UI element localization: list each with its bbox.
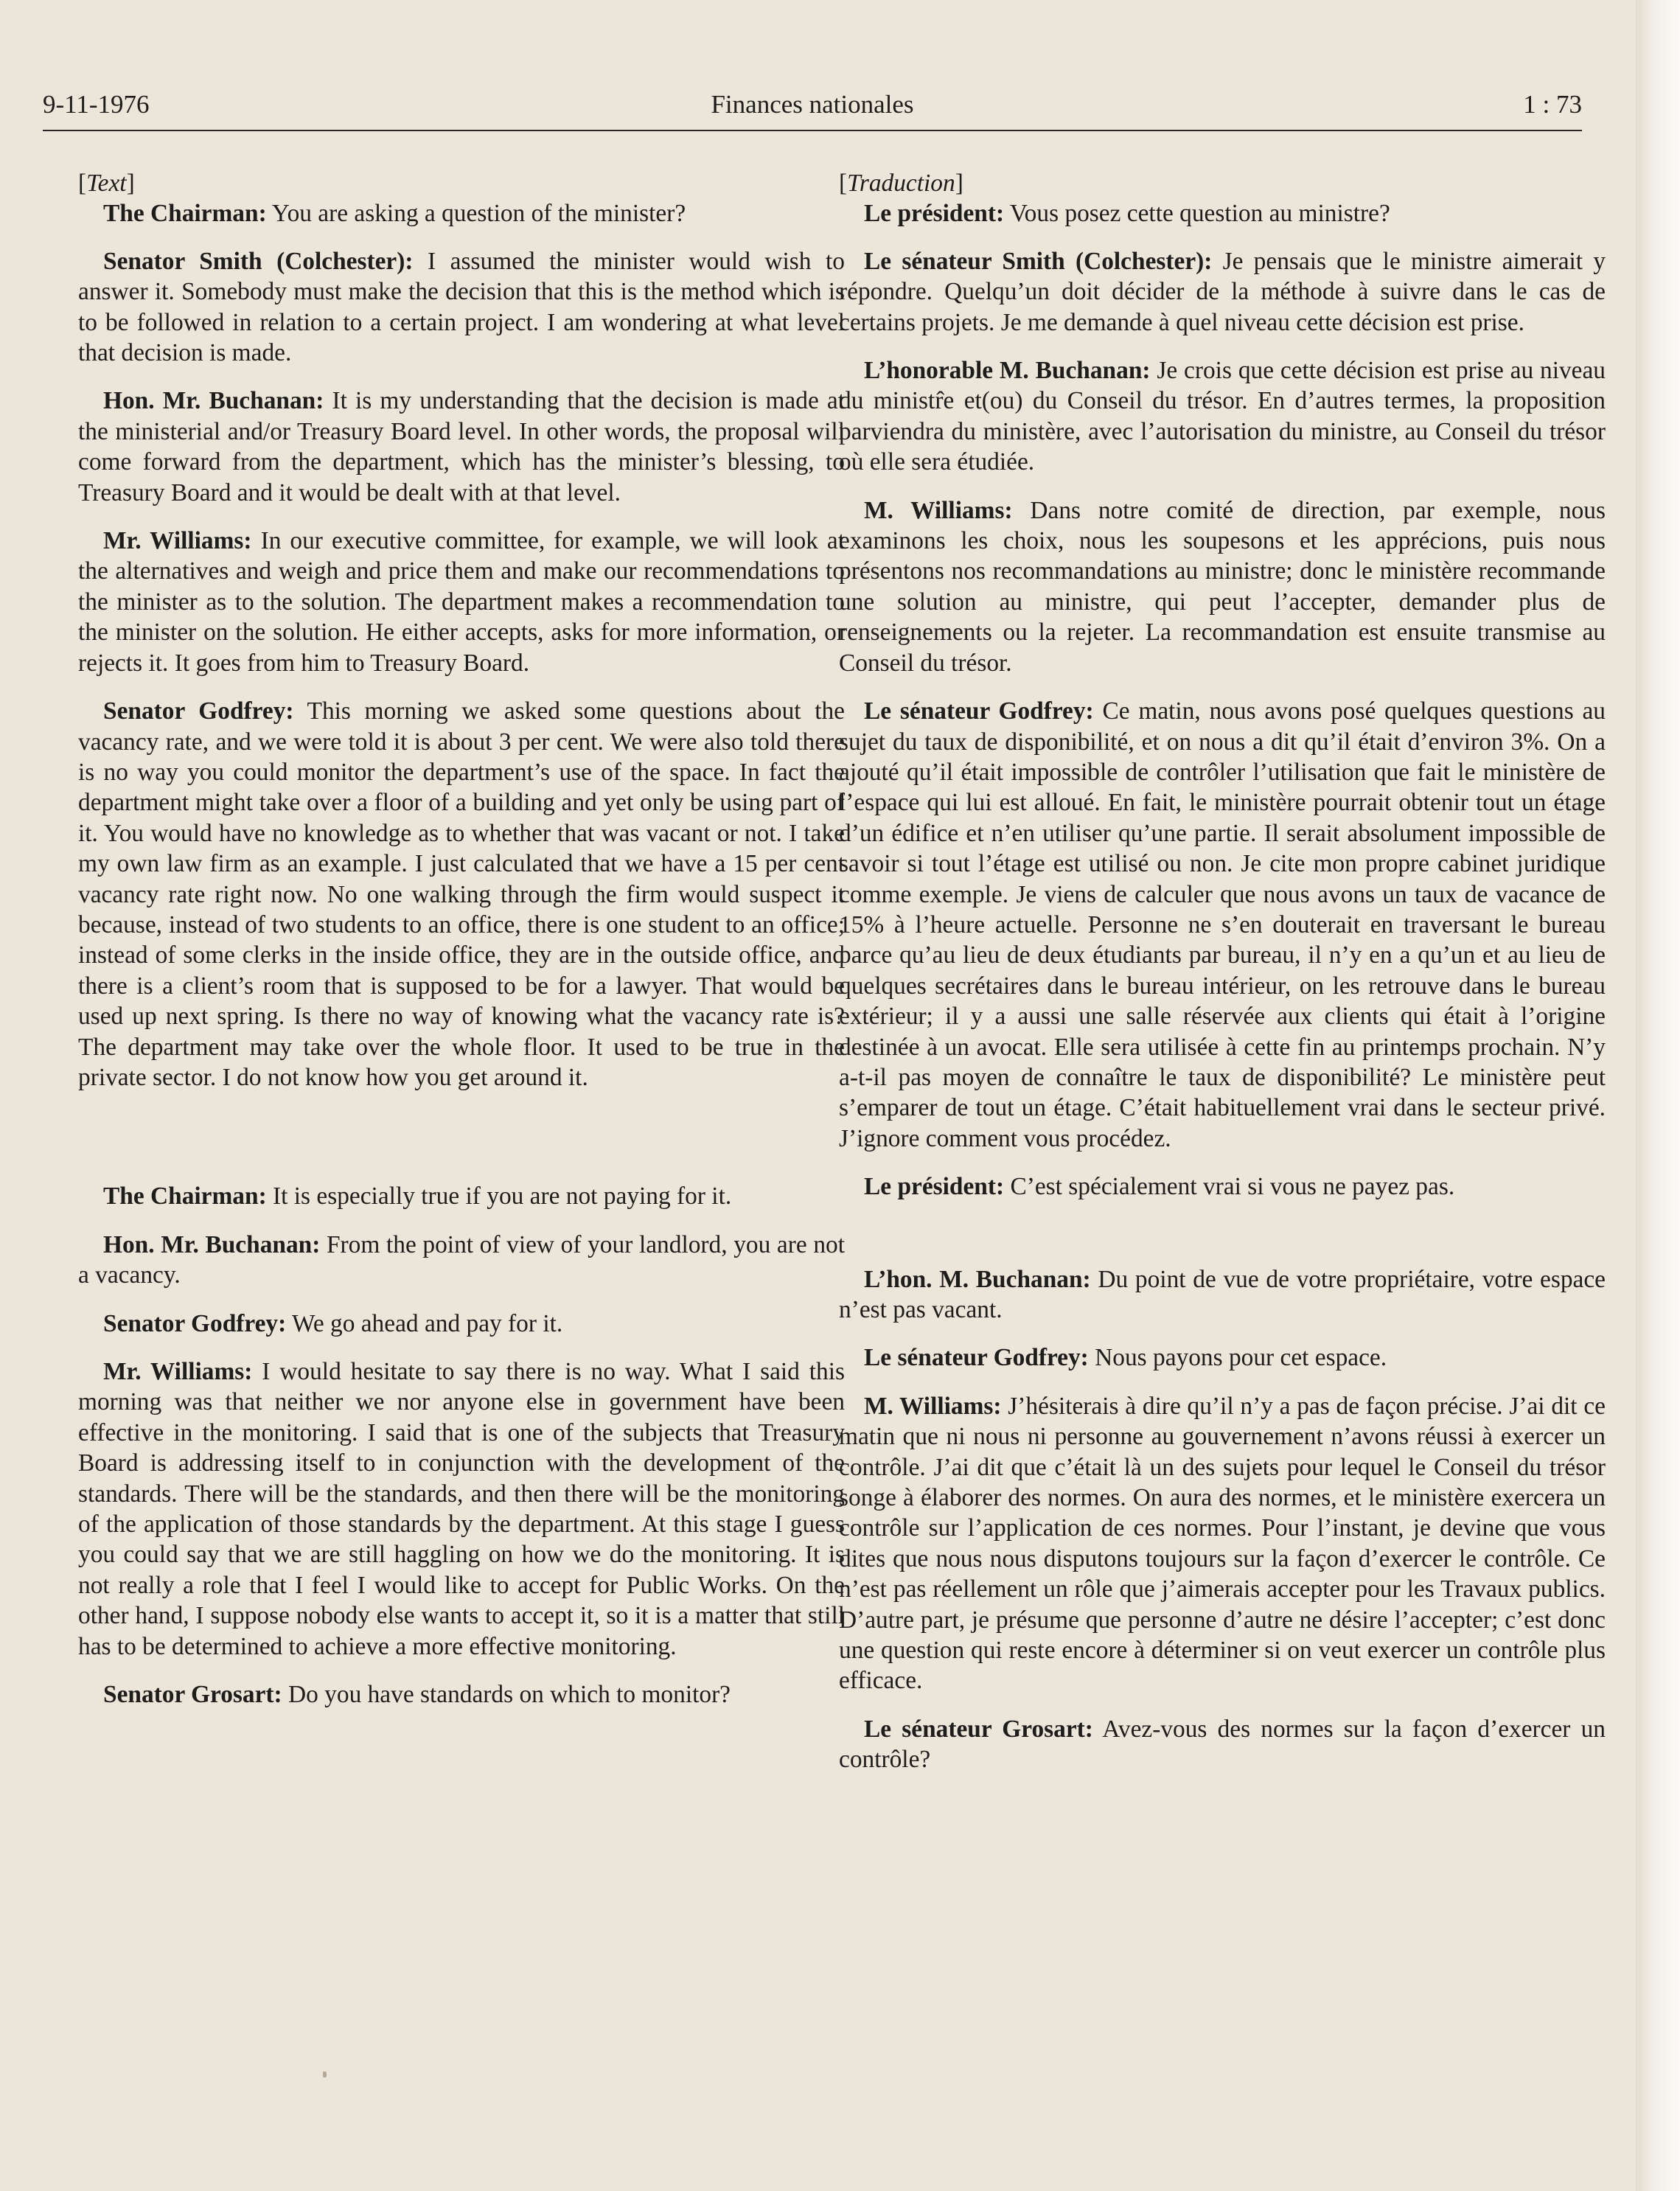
page-edge-shadow bbox=[1636, 0, 1680, 2191]
speaker-name: Le président: bbox=[864, 200, 1005, 228]
text-marker: [Text] bbox=[78, 170, 135, 197]
speaker-name: Senator Godfrey: bbox=[103, 697, 294, 725]
speech-williams-2: Mr. Williams: I would hesitate to say there is no way. What I said this morning was that neither we nor anyone else in government have been effective in the monitoring. I said that is one of the subjects that Treasury Board is addressing itself to in conjunction with the development of the standards. There will be the standards, and then there will be the monitoring of the application of those standards by the department. At this stage I guess you could say that we are still haggling on how we do the monitoring. It is not really a role that I feel I would like to accept for Public Works. On the other hand, I suppose nobody else wants to accept it, so it is a matter that still has to be determined to achieve a more effective monitoring. bbox=[78, 1358, 845, 1660]
speaker-name: Senator Grosart: bbox=[103, 1681, 282, 1709]
speaker-name: Le sénateur Grosart: bbox=[864, 1715, 1093, 1743]
header-title: Finances nationales bbox=[711, 90, 914, 119]
speech-grosart: Senator Grosart: Do you have standards on which to monitor? bbox=[103, 1681, 731, 1709]
traduction-marker: [Traduction] bbox=[839, 170, 963, 197]
speech-smith: Senator Smith (Colchester): I assumed the minister would wish to answer it. Somebody must make the decision that this is the method which is to be followed in relation to a certain project. I am wondering at what level that decision is made. bbox=[78, 247, 845, 367]
speech-chairman-2: The Chairman: It is especially true if you are not paying for it. bbox=[103, 1182, 732, 1211]
speech-williams-1: Mr. Williams: In our executive committee, for example, we will look at the alternatives and weigh and price them and make our recommendations to the minister as to the solution. The department makes a recommendation to the minister on the solution. He either accepts, asks for more information, or rejects it. It goes from him to Treasury Board. bbox=[78, 527, 845, 677]
speaker-name: Hon. Mr. Buchanan: bbox=[103, 387, 324, 415]
speaker-name: Le sénateur Smith (Colchester): bbox=[864, 247, 1213, 275]
speech-godfrey-2-fr: Le sénateur Godfrey: Nous payons pour cet espace. bbox=[864, 1344, 1387, 1372]
speaker-name: L’honorable M. Buchanan: bbox=[864, 357, 1151, 385]
speech-buchanan-1: Hon. Mr. Buchanan: It is my understanding that the decision is made at the ministerial and/or Treasury Board level. In other words, the proposal will come forward from the department, which has the minister’s blessing, to Treasury Board and it would be dealt with at that level. bbox=[78, 387, 845, 506]
speech-smith-fr: Le sénateur Smith (Colchester): Je pensais que le ministre aimerait y répondre. Quelqu’un doit décider de la méthode à suivre dans le cas de certains projets. Je me demande à quel niveau cette décision est prise. bbox=[839, 247, 1606, 336]
paper-speck bbox=[323, 2072, 327, 2077]
header-page-number: 1 : 73 bbox=[1523, 90, 1582, 119]
speech-godfrey-1: Senator Godfrey: This morning we asked some questions about the vacancy rate, and we were told it is about 3 per cent. We were also told there is no way you could monitor the department’s use of the space. In fact the department might take over a floor of a building and yet only be using part of it. You would have no knowledge as to whether that was vacant or not. I take my own law firm as an example. I just calculated that we have a 15 per cent vacancy rate right now. No one walking through the firm would suspect it because, instead of two students to an office, there is one student to an office; instead of some clerks in the inside office, they are in the outside office, and there is a client’s room that is supposed to be for a lawyer. That would be used up next spring. Is there no way of knowing what the vacancy rate is? The department may take over the whole floor. It used to be true in the private sector. I do not know how you get around it. bbox=[78, 697, 845, 1091]
speaker-name: M. Williams: bbox=[864, 496, 1013, 524]
page-header bbox=[43, 87, 1582, 131]
speaker-name: Mr. Williams: bbox=[103, 527, 252, 555]
speech-buchanan-1-fr: L’honorable M. Buchanan: Je crois que cette décision est prise au niveau du ministr̂e et(ou) du Conseil du trésor. En d’autres termes, la proposition parviendra du ministère, avec l’autorisation du ministre, au Conseil du trésor où elle sera étudiée. bbox=[839, 357, 1606, 476]
speaker-name: Le sénateur Godfrey: bbox=[864, 697, 1094, 725]
speech-godfrey-2: Senator Godfrey: We go ahead and pay for it. bbox=[103, 1309, 563, 1337]
speech-buchanan-2: Hon. Mr. Buchanan: From the point of view of your landlord, you are not a vacancy. bbox=[78, 1230, 845, 1289]
speaker-name: M. Williams: bbox=[864, 1392, 1002, 1420]
speaker-name: Senator Godfrey: bbox=[103, 1309, 287, 1337]
speech-grosart-fr: Le sénateur Grosart: Avez-vous des normes sur la façon d’exercer un contrôle? bbox=[839, 1715, 1606, 1774]
speech-buchanan-2-fr: L’hon. M. Buchanan: Du point de vue de votre propriétaire, votre espace n’est pas vacant. bbox=[839, 1265, 1606, 1323]
speaker-name: The Chairman: bbox=[103, 1182, 267, 1211]
speaker-name: L’hon. M. Buchanan: bbox=[864, 1265, 1091, 1293]
speech-president-1: Le président: Vous posez cette question au ministre? bbox=[864, 200, 1390, 228]
speaker-name: Senator Smith (Colchester): bbox=[103, 247, 414, 275]
speaker-name: Le président: bbox=[864, 1173, 1005, 1201]
french-column bbox=[839, 168, 1606, 1775]
speech-williams-1-fr: M. Williams: Dans notre comité de direction, par exemple, nous examinons les choix, nous les soupesons et les apprécions, puis nous présentons nos recommandations au ministre; donc le ministère recommande une solution au ministre, qui peut l’accepter, demander plus de renseignements ou la rejeter. La recommandation est ensuite transmise au Conseil du trésor. bbox=[839, 496, 1606, 677]
speaker-name: Le sénateur Godfrey: bbox=[864, 1344, 1089, 1372]
speaker-name: The Chairman: bbox=[103, 200, 267, 228]
speaker-name: Mr. Williams: bbox=[103, 1358, 253, 1385]
header-date: 9-11-1976 bbox=[43, 90, 150, 119]
english-column bbox=[78, 168, 845, 1710]
speech-president-2: Le président: C’est spécialement vrai si vous ne payez pas. bbox=[864, 1173, 1455, 1201]
speech-godfrey-1-fr: Le sénateur Godfrey: Ce matin, nous avons posé quelques questions au sujet du taux de disponibilité, et on nous a dit qu’il était d’environ 3%. On a ajouté qu’il était impossible de contrôler l’utilisation que fait le ministère de l’espace qui lui est alloué. En fait, le ministère pourrait obtenir tout un étage d’un édifice et n’en utiliser qu’une partie. Il serait absolument impossible de savoir si tout l’étage est utilisé ou non. Je cite mon propre cabinet juridique comme exemple. Je viens de calculer que nous avons un taux de vacance de 15% à l’heure actuelle. Personne ne s’en douterait en traversant le bureau parce qu’au lieu de deux étudiants par bureau, il n’y en a qu’un et au lieu de quelques secrétaires dans le bureau intérieur, on les retrouve dans le bureau extérieur; il y a aussi une salle réservée aux clients qui était à l’origine destinée à un avocat. Elle sera utilisée à cette fin au printemps prochain. N’y a-t-il pas moyen de connaître le taux de disponibilité? Le ministère peut s’emparer de tout un étage. C’était habituellement vrai dans le secteur privé. J’ignore comment vous procédez. bbox=[839, 697, 1606, 1152]
speaker-name: Hon. Mr. Buchanan: bbox=[103, 1230, 321, 1258]
speech-chairman-1: The Chairman: You are asking a question of the minister? bbox=[103, 200, 686, 228]
speech-williams-2-fr: M. Williams: J’hésiterais à dire qu’il n’y a pas de façon précise. J’ai dit ce matin que ni nous ni personne au gouvernement n’avons réussi à exercer un contrôle. J’ai dit que c’était là un des sujets pour lequel le Conseil du trésor songe à élaborer des normes. On aura des normes, et le ministère exercera un contrôle sur l’application de ces normes. Pour l’instant, je devine que vous dites que nous nous disputons toujours sur la façon d’exercer le contrôle. Ce n’est pas réellement un rôle que j’aimerais accepter pour les Travaux publics. D’autre part, je présume que personne d’autre ne désire l’accepter; c’est donc une question qui reste encore à déterminer si on veut exercer un contrôle plus efficace. bbox=[839, 1392, 1606, 1695]
